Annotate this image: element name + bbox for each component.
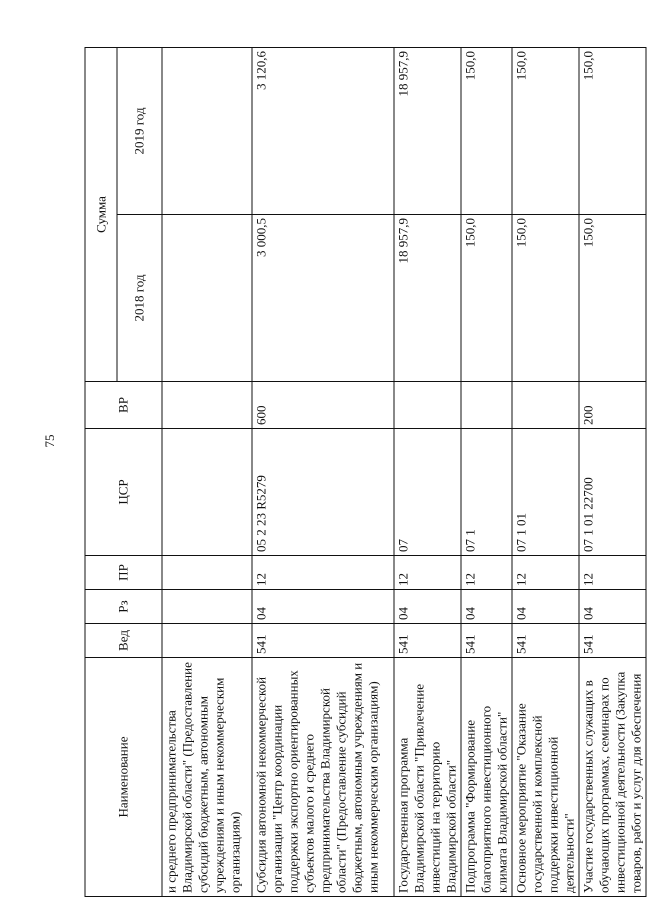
cell-2019: 150,0 [461, 48, 512, 215]
cell-2019: 18 957,9 [394, 48, 461, 215]
cell-pr: 12 [512, 556, 579, 590]
table-row [579, 48, 646, 897]
cell-rz: 04 [252, 590, 394, 624]
header-csr: ЦСР [85, 429, 162, 556]
table-row [162, 48, 252, 897]
cell-2018: 150,0 [512, 215, 579, 382]
page-number: 75 [42, 434, 57, 448]
cell-pr: 12 [461, 556, 512, 590]
header-year-2018: 2018 год [117, 215, 162, 382]
cell-vr [162, 382, 252, 429]
header-pr: ПР [85, 556, 162, 590]
cell-vr [461, 382, 512, 429]
header-year-2019: 2019 год [117, 48, 162, 215]
cell-pr [162, 556, 252, 590]
cell-name: Основное мероприятие "Оказание государственной и комплексной поддержки инвестиционной деятельности" [512, 658, 579, 897]
cell-csr: 05 2 23 R5279 [252, 429, 394, 556]
cell-2018: 18 957,9 [394, 215, 461, 382]
budget-table [85, 47, 647, 897]
table-row [512, 48, 579, 897]
cell-name: Субсидия автономной некоммерческой организации "Центр координации поддержки экспортно ориентированных субъектов малого и среднего предпринимательства Владимирской области" (Предоставление субсидий бюджетным, автономным учреждениям и иным некоммерческим организациям) [252, 658, 394, 897]
cell-rz: 04 [512, 590, 579, 624]
cell-vr [512, 382, 579, 429]
cell-rz: 04 [461, 590, 512, 624]
cell-ved: 541 [512, 624, 579, 658]
cell-rz: 04 [394, 590, 461, 624]
header-vr: ВР [85, 382, 162, 429]
cell-ved: 541 [579, 624, 646, 658]
cell-name: Участие государственных служащих в обучающих программах, семинарах по инвестиционной деятельности (Закупка товаров, работ и услуг для обеспечения [579, 658, 646, 897]
header-sum: Сумма [85, 48, 117, 382]
cell-pr: 12 [252, 556, 394, 590]
cell-csr: 07 1 [461, 429, 512, 556]
cell-name: Государственная программа Владимирской области "Привлечение инвестиций на территорию Владимирской области" [394, 658, 461, 897]
cell-csr [162, 429, 252, 556]
cell-pr: 12 [579, 556, 646, 590]
cell-2018: 150,0 [579, 215, 646, 382]
cell-2018: 150,0 [461, 215, 512, 382]
table-row [461, 48, 512, 897]
cell-rz [162, 590, 252, 624]
table-header-row [85, 48, 117, 897]
cell-2019: 3 120,6 [252, 48, 394, 215]
cell-pr: 12 [394, 556, 461, 590]
table-row [252, 48, 394, 897]
table-row [394, 48, 461, 897]
cell-ved: 541 [252, 624, 394, 658]
cell-rz: 04 [579, 590, 646, 624]
cell-vr: 200 [579, 382, 646, 429]
cell-csr: 07 [394, 429, 461, 556]
header-ved: Вед [85, 624, 162, 658]
cell-csr: 07 1 01 22700 [579, 429, 646, 556]
cell-ved: 541 [394, 624, 461, 658]
cell-vr: 600 [252, 382, 394, 429]
header-rz: Рз [85, 590, 162, 624]
cell-ved [162, 624, 252, 658]
cell-name: Подпрограмма "Формирование благоприятного инвестиционного климата Владимирской области" [461, 658, 512, 897]
cell-2018: 3 000,5 [252, 215, 394, 382]
cell-ved: 541 [461, 624, 512, 658]
cell-vr [394, 382, 461, 429]
budget-table-frame [85, 47, 644, 897]
cell-csr: 07 1 01 [512, 429, 579, 556]
cell-2018 [162, 215, 252, 382]
cell-2019 [162, 48, 252, 215]
cell-name: и среднего предпринимательства Владимирской области" (Предоставление субсидий бюджетным, автономным учреждениям и иным некоммерческим организациям) [162, 658, 252, 897]
header-name: Наименование [85, 658, 162, 897]
cell-2019: 150,0 [579, 48, 646, 215]
cell-2019: 150,0 [512, 48, 579, 215]
